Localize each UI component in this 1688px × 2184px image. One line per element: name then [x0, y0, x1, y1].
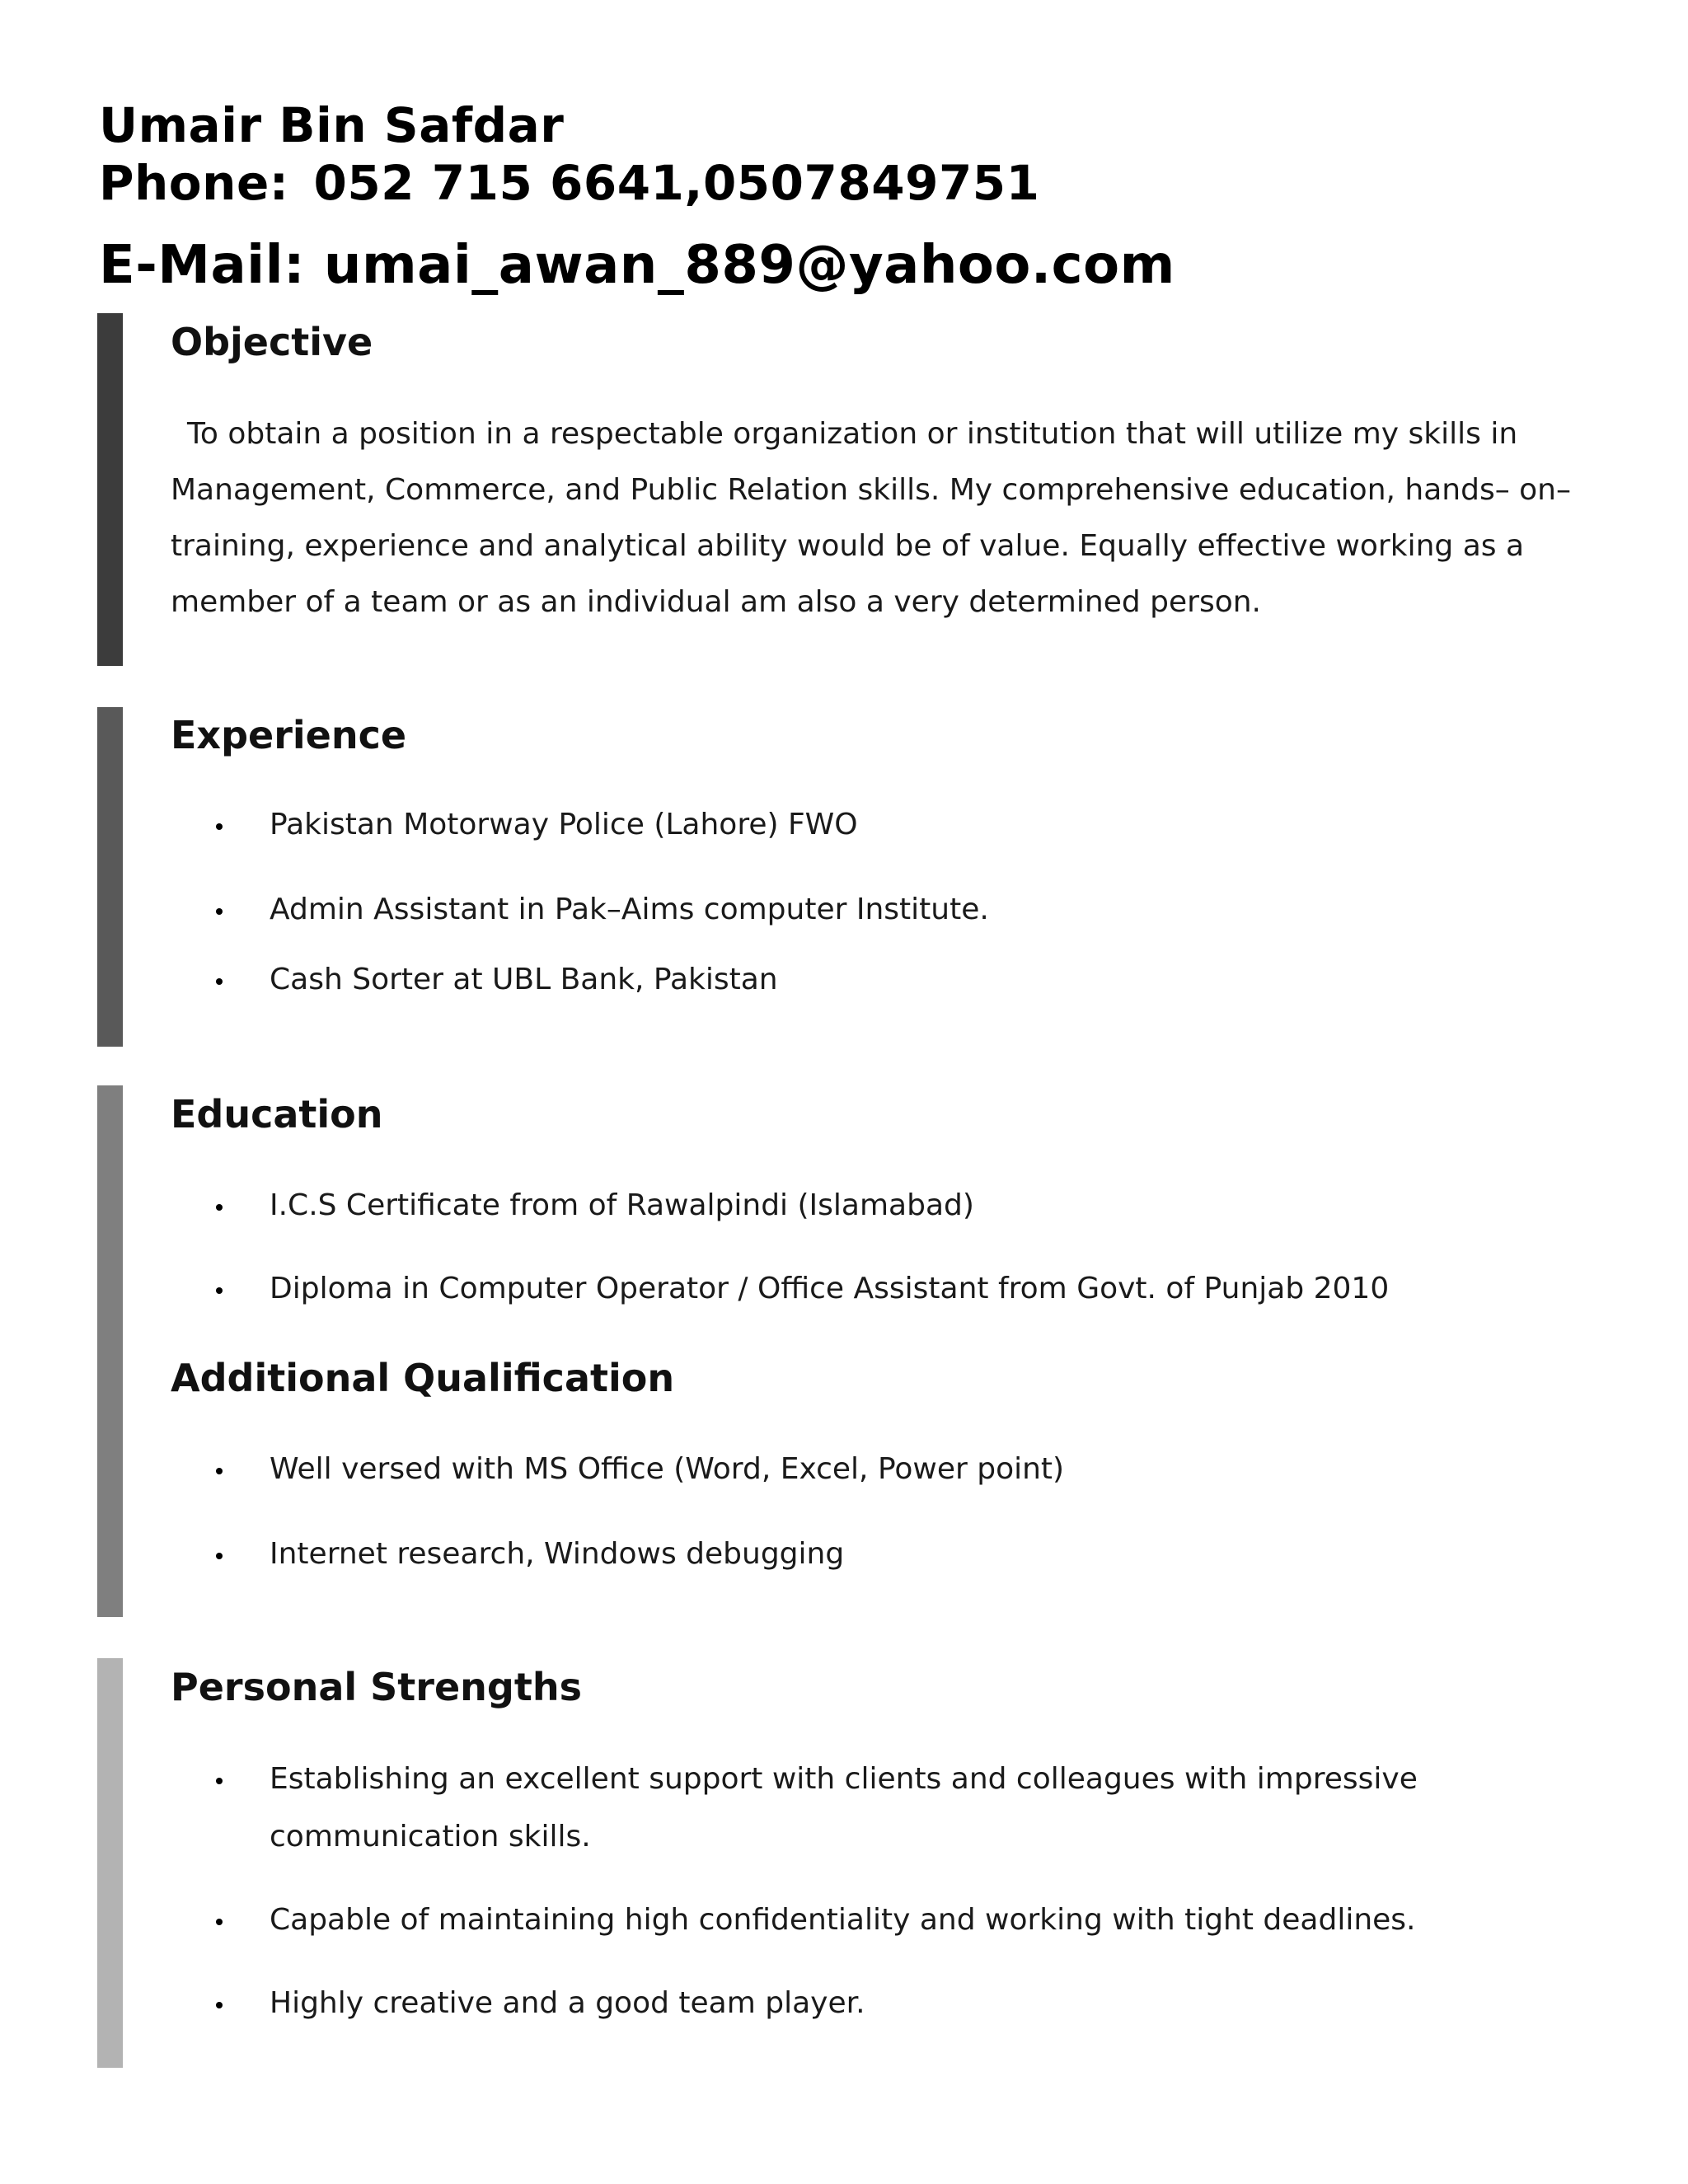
- strength-item: Highly creative and a good team player.: [270, 1986, 865, 2020]
- section-bar-education: [97, 1085, 123, 1617]
- bullet-icon: [216, 1468, 223, 1474]
- experience-heading: Experience: [171, 713, 407, 757]
- email-line: [99, 235, 1175, 296]
- phone-label: Phone:: [99, 155, 289, 211]
- bullet-icon: [216, 1553, 223, 1559]
- experience-item: Admin Assistant in Pak–Aims computer Institute.: [270, 893, 989, 926]
- bullet-icon: [216, 823, 223, 830]
- bullet-icon: [216, 1287, 223, 1294]
- phone-line: [99, 155, 1040, 211]
- phone-value: 052 715 6641,0507849751: [313, 155, 1040, 211]
- bullet-icon: [216, 2002, 223, 2008]
- bullet-icon: [216, 1778, 223, 1784]
- personal-strengths-heading: Personal Strengths: [171, 1665, 582, 1709]
- email-label: E-Mail:: [99, 235, 306, 296]
- objective-text: To obtain a position in a respectable organization or institution that will utilize my skills in Management, Commerce, and Public Relation skills. My comprehensive education, hands– on– training, experience and analytical ability would be of value. Equally effective working as a member of a team or as an individual am also a very determined person.: [171, 417, 1571, 619]
- education-item: I.C.S Certificate from of Rawalpindi (Islamabad): [270, 1188, 974, 1222]
- objective-heading: Objective: [171, 320, 373, 364]
- section-bar-strengths: [97, 1658, 123, 2068]
- additional-item: Internet research, Windows debugging: [270, 1537, 845, 1571]
- section-bar-objective: [97, 313, 123, 666]
- education-heading: Education: [171, 1092, 383, 1137]
- candidate-name: Umair Bin Safdar: [99, 97, 565, 153]
- bullet-icon: [216, 1919, 223, 1925]
- bullet-icon: [216, 978, 223, 985]
- experience-item: Pakistan Motorway Police (Lahore) FWO: [270, 808, 858, 841]
- education-item: Diploma in Computer Operator / Office Assistant from Govt. of Punjab 2010: [270, 1272, 1390, 1305]
- bullet-icon: [216, 908, 223, 915]
- strength-item: Establishing an excellent support with clients and colleagues with impressive communication skills.: [270, 1762, 1418, 1854]
- additional-item: Well versed with MS Office (Word, Excel, Power point): [270, 1452, 1065, 1486]
- section-bar-experience: [97, 707, 123, 1047]
- email-value: umai_awan_889@yahoo.com: [323, 235, 1175, 296]
- experience-item: Cash Sorter at UBL Bank, Pakistan: [270, 963, 778, 996]
- strength-item: Capable of maintaining high confidentiality and working with tight deadlines.: [270, 1903, 1416, 1937]
- bullet-icon: [216, 1204, 223, 1211]
- additional-qualification-heading: Additional Qualification: [171, 1356, 675, 1400]
